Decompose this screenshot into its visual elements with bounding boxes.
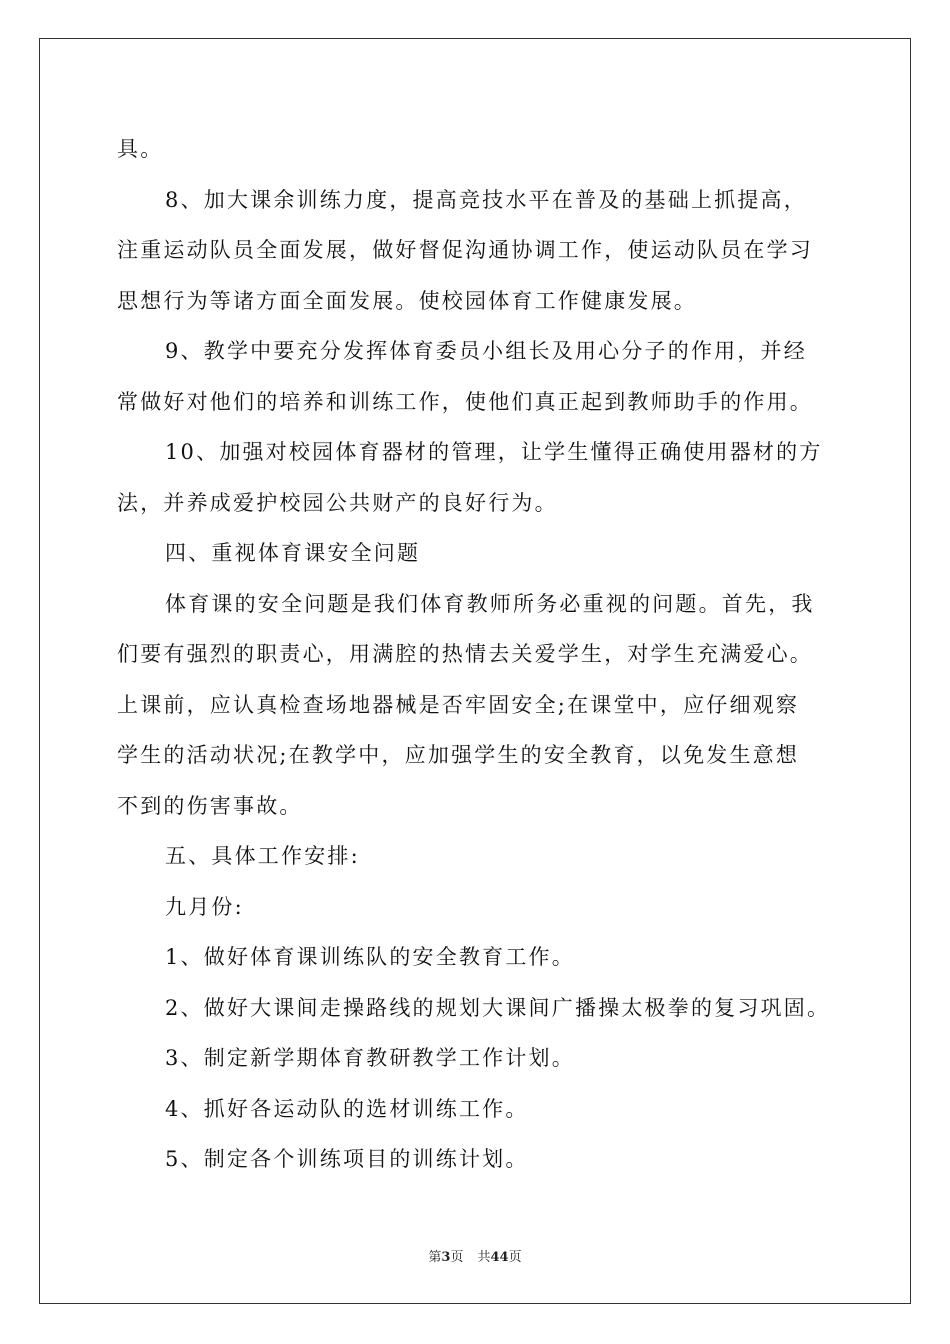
section-heading: 五、具体工作安排: [165,844,360,868]
text-line: 不到的伤害事故。 [117,793,303,818]
month-heading: 九月份: [165,894,244,919]
text-line: 上课前，应认真检查场地器械是否牢固安全;在课堂中，应仔细观察 [117,692,800,717]
document-body [117,124,837,1185]
list-item: 1、做好体育课训练队的安全教育工作。 [165,945,575,969]
section-heading: 四、重视体育课安全问题 [165,541,421,565]
page-prefix: 第 [428,1250,442,1265]
text-line: 学生的活动状况;在教学中，应加强学生的安全教育，以免发生意想 [117,743,800,767]
text-line: 们要有强烈的职责心，用满腔的热情去关爱学生，对学生充满爱心。 [117,642,813,666]
page-number: 3 [441,1250,451,1265]
page-suffix: 页 [450,1250,464,1265]
text-line: 思想行为等诸方面全面发展。使校园体育工作健康发展。 [117,288,697,313]
total-prefix: 共 [477,1250,491,1265]
page-footer [0,1246,950,1265]
list-item: 5、制定各个训练项目的训练计划。 [165,1147,529,1171]
text-line: 体育课的安全问题是我们体育教师所务必重视的问题。首先，我 [165,591,815,616]
text-line: 8、加大课余训练力度，提高竞技水平在普及的基础上抓提高， [165,187,807,212]
text-line: 9、教学中要充分发挥体育委员小组长及用心分子的作用，并经 [165,339,807,363]
total-suffix: 页 [508,1250,522,1265]
list-item: 2、做好大课间走操路线的规划大课间广播操太极拳的复习巩固。 [165,995,831,1020]
list-item: 4、抓好各运动队的选材训练工作。 [165,1096,529,1121]
text-line: 10、加强对校园体育器材的管理，让学生懂得正确使用器材的方 [165,440,823,464]
text-line: 具。 [117,137,164,161]
text-line: 法，并养成爱护校园公共财产的良好行为。 [117,490,558,515]
total-pages: 44 [490,1250,509,1265]
text-line: 常做好对他们的培养和训练工作，使他们真正起到教师助手的作用。 [117,389,813,414]
list-item: 3、制定新学期体育教研教学工作计划。 [165,1046,575,1070]
text-line: 注重运动队员全面发展，做好督促沟通协调工作，使运动队员在学习 [117,238,813,262]
